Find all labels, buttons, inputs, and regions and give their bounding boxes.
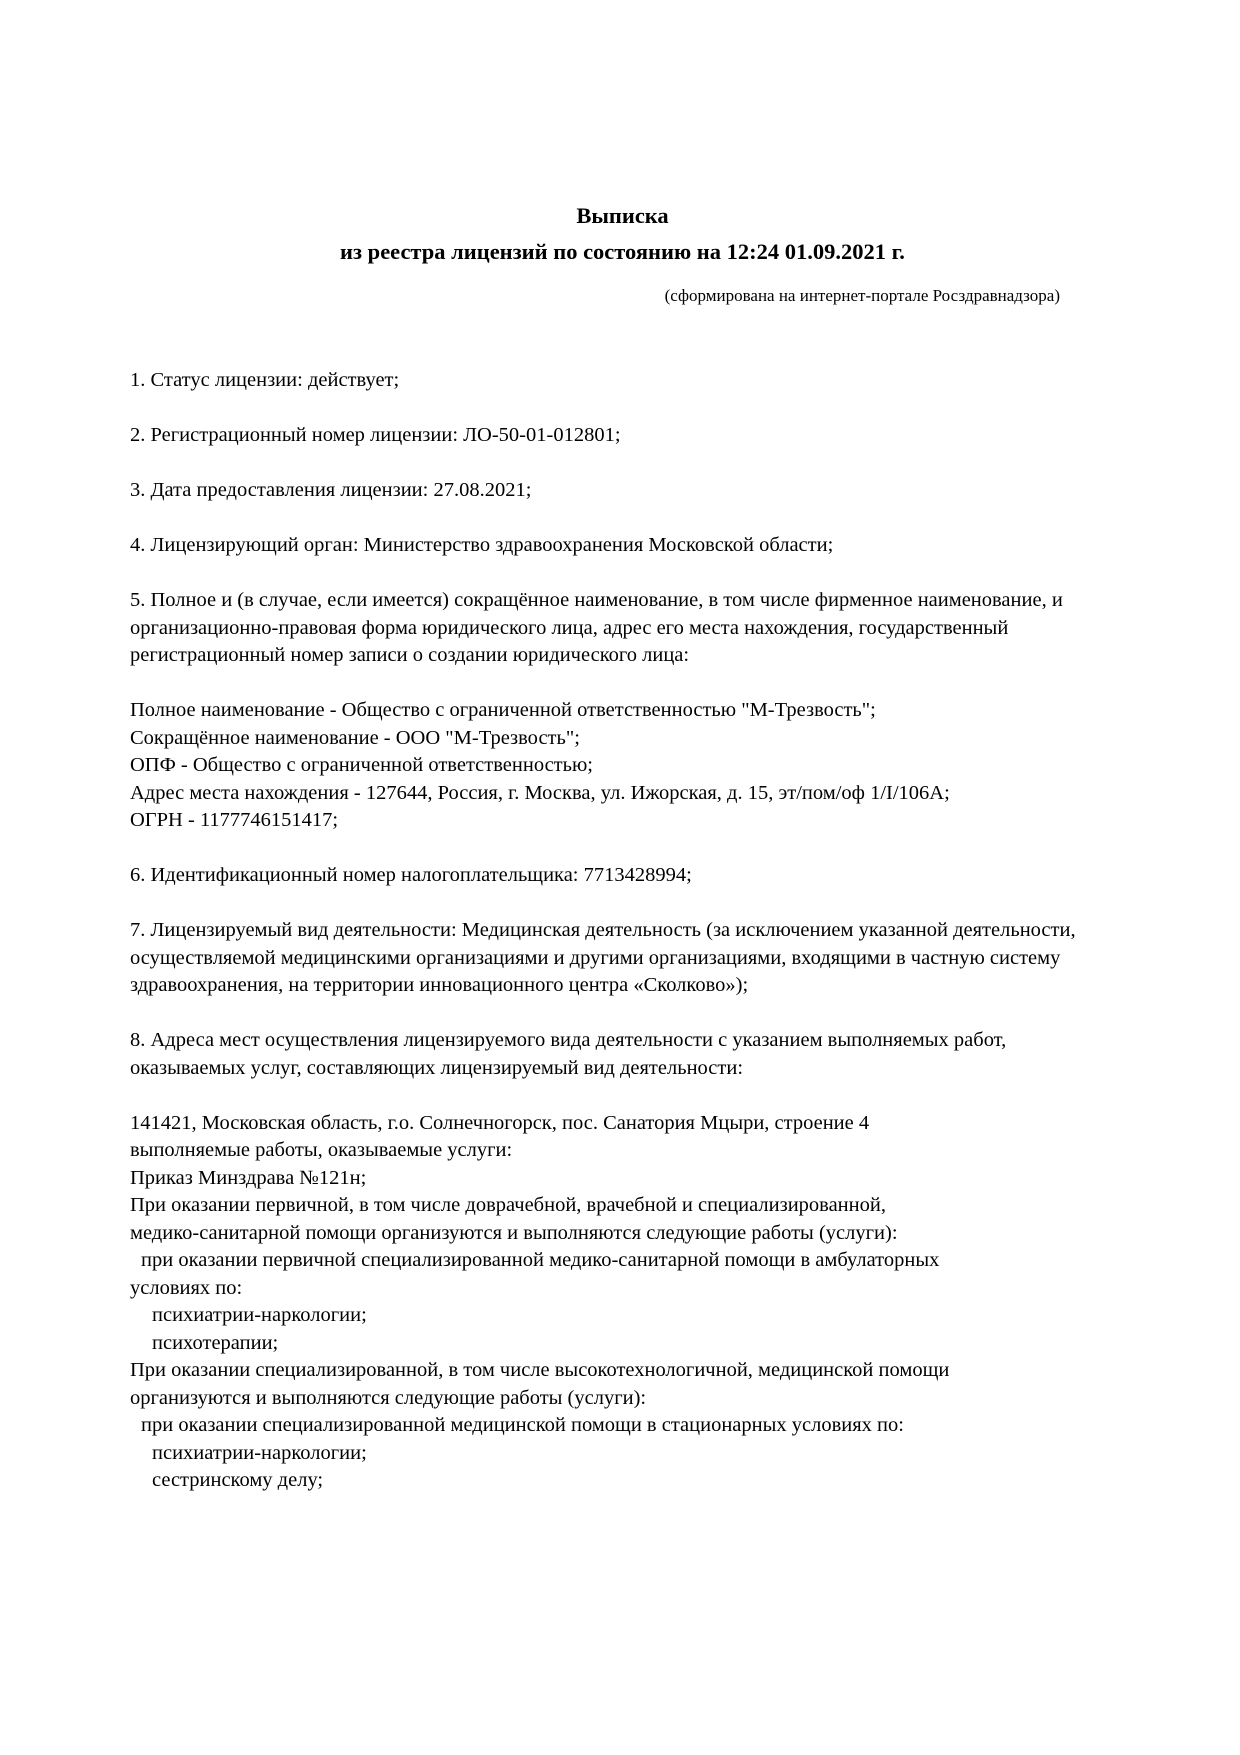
inpatient-care-line: при оказании специализированной медицинской помощи в стационарных условиях по: xyxy=(141,1414,904,1436)
document-subtitle: (сформирована на интернет-портале Росздравнадзора) xyxy=(664,286,1060,305)
licensed-activity-type: 7. Лицензируемый вид деятельности: Медицинская деятельность (за исключением указанной деятельности, осуществляемой медицинскими организациями и другими организациями, входящими в частную систему здравоохранения, на территории инновационного центра «Сколково»); xyxy=(130,919,1076,996)
outpatient-care-line-2: условиях по: xyxy=(130,1276,243,1299)
org-ogrn: ОГРН - 1177746151417; xyxy=(130,809,339,831)
org-legal-form: ОПФ - Общество с ограниченной ответственностью; xyxy=(130,754,593,776)
document-body xyxy=(130,367,1115,1495)
license-status: 1. Статус лицензии: действует; xyxy=(130,369,400,391)
specialized-care-line-2: организуются и выполняются следующие работы (услуги): xyxy=(130,1386,647,1409)
licensing-authority: 4. Лицензирующий орган: Министерство здравоохранения Московской области; xyxy=(130,534,834,556)
license-reg-number: 2. Регистрационный номер лицензии: ЛО-50-01-012801; xyxy=(130,424,621,446)
license-grant-date: 3. Дата предоставления лицензии: 27.08.2021; xyxy=(130,479,532,501)
document-title xyxy=(130,198,1115,270)
specialized-care-line-1: При оказании специализированной, в том числе высокотехнологичной, медицинской помощи xyxy=(130,1359,950,1381)
org-names-intro: 5. Полное и (в случае, если имеется) сокращённое наименование, в том числе фирменное наименование, и организационно-правовая форма юридического лица, адрес его места нахождения, государственный регистрационный номер записи о создании юридического лица: xyxy=(130,589,1063,666)
org-full-name: Полное наименование - Общество с ограниченной ответственностью "М-Трезвость"; xyxy=(130,699,876,721)
org-short-name: Сокращённое наименование - ООО "М-Трезвость"; xyxy=(130,726,580,749)
service-nursing: сестринскому делу; xyxy=(152,1469,324,1491)
works-services-label: выполняемые работы, оказываемые услуги: xyxy=(130,1139,513,1161)
outpatient-care-line-1: при оказании первичной специализированной медико-санитарной помощи в амбулаторных xyxy=(141,1249,940,1271)
ministry-order: Приказ Минздрава №121н; xyxy=(130,1166,367,1189)
addresses-intro: 8. Адреса мест осуществления лицензируемого вида деятельности с указанием выполняемых работ, оказываемых услуг, составляющих лицензируемый вид деятельности: xyxy=(130,1029,1007,1079)
org-address: Адрес места нахождения - 127644, Россия, г. Москва, ул. Ижорская, д. 15, эт/пом/оф 1/I/106А; xyxy=(130,781,950,804)
org-details xyxy=(130,697,1115,835)
primary-care-line-2: медико-санитарной помощи организуются и выполняются следующие работы (услуги): xyxy=(130,1221,898,1244)
service-psychiatry-narcology-2: психиатрии-наркологии; xyxy=(152,1441,367,1464)
activity-addresses-block xyxy=(130,1110,1115,1495)
primary-care-line-1: При оказании первичной, в том числе доврачебной, врачебной и специализированной, xyxy=(130,1194,886,1216)
activity-address: 141421, Московская область, г.о. Солнечногорск, пос. Санатория Мцыри, строение 4 xyxy=(130,1111,870,1134)
taxpayer-inn: 6. Идентификационный номер налогоплательщика: 7713428994; xyxy=(130,864,692,886)
service-psychiatry-narcology-1: психиатрии-наркологии; xyxy=(152,1304,367,1326)
title-line-2: из реестра лицензий по состоянию на 12:24 01.09.2021 г. xyxy=(340,239,905,264)
service-psychotherapy: психотерапии; xyxy=(152,1331,279,1354)
title-line-1: Выписка xyxy=(576,203,669,228)
